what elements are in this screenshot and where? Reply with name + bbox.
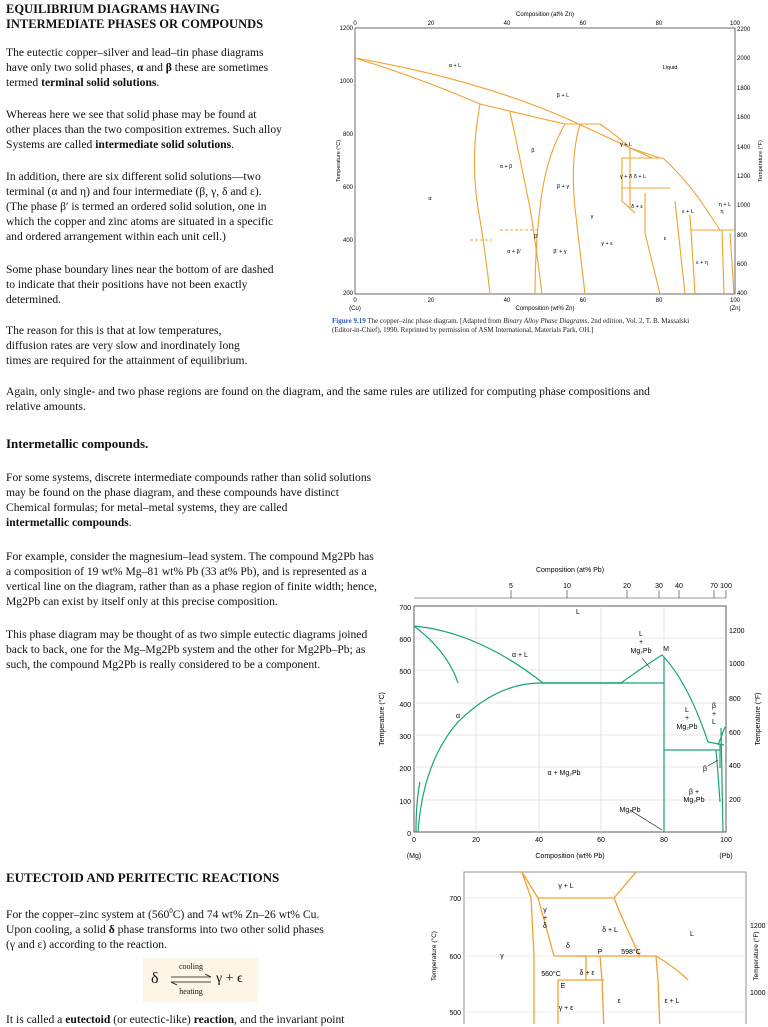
svg-text:1200: 1200	[729, 628, 745, 635]
svg-text:β′: β′	[533, 234, 539, 240]
svg-text:0: 0	[407, 831, 411, 838]
svg-text:500: 500	[399, 669, 411, 676]
top-ticks	[353, 21, 740, 27]
svg-text:70: 70	[710, 583, 718, 590]
svg-text:80: 80	[660, 837, 668, 844]
svg-text:40: 40	[675, 583, 683, 590]
svg-text:600: 600	[449, 954, 461, 961]
svg-text:γ: γ	[500, 953, 504, 960]
svg-text:1200: 1200	[750, 923, 766, 930]
svg-text:0: 0	[353, 298, 357, 304]
top-axis-title: Composition (at% Zn)	[515, 12, 575, 18]
svg-text:20: 20	[623, 583, 631, 590]
svg-text:20: 20	[472, 837, 480, 844]
svg-text:α + Mg₂Pb: α + Mg₂Pb	[547, 770, 581, 777]
svg-text:500: 500	[449, 1010, 461, 1017]
svg-text:1000: 1000	[737, 203, 751, 209]
left-axis-title: Temperature (°C)	[336, 139, 342, 183]
mgpb-leader-lines	[630, 658, 718, 830]
svg-text:60: 60	[579, 21, 587, 27]
svg-text:δ: δ	[543, 923, 547, 930]
svg-text:β +: β +	[688, 789, 700, 796]
cu-zn-phase-diagram	[330, 8, 766, 340]
svg-text:P: P	[597, 949, 603, 956]
svg-text:δ + L: δ + L	[602, 927, 618, 934]
svg-text:60: 60	[579, 298, 587, 304]
svg-text:800: 800	[737, 233, 748, 239]
svg-text:β′ + γ: β′ + γ	[553, 249, 567, 255]
svg-text:Mg₂Pb: Mg₂Pb	[683, 797, 705, 804]
svg-text:β + L: β + L	[556, 93, 570, 99]
svg-text:200: 200	[399, 766, 411, 773]
svg-text:δ + ε: δ + ε	[631, 204, 643, 210]
svg-text:δ + ε: δ + ε	[579, 970, 595, 977]
svg-text:+: +	[711, 711, 717, 718]
svg-text:0: 0	[353, 21, 357, 27]
svg-text:β: β	[711, 703, 717, 710]
paragraph-intermediate: Whereas here we see that solid phase may be found at other places than the two composition extremes. Such alloy Systems are called intermediate solid solutions.	[6, 108, 282, 151]
mgpb-right-ticks	[729, 628, 745, 804]
mgpb-bottom-ticks	[407, 837, 733, 860]
svg-text:α + β′: α + β′	[507, 249, 521, 255]
svg-text:(Pb): (Pb)	[719, 853, 733, 860]
svg-text:1200: 1200	[339, 26, 353, 32]
svg-text:Composition (wt% Zn): Composition (wt% Zn)	[515, 306, 575, 312]
svg-text:30: 30	[655, 583, 663, 590]
svg-text:L: L	[712, 719, 716, 726]
svg-text:β: β	[531, 148, 535, 154]
paragraph-reason: The reason for this is that at low temperatures, diffusion rates are very slow and inordinately long times are required for the attainment of equilibrium.	[6, 324, 248, 367]
svg-text:η + L: η + L	[718, 202, 732, 208]
svg-text:α: α	[428, 196, 432, 202]
svg-text:800: 800	[342, 132, 353, 138]
svg-text:100: 100	[720, 583, 732, 590]
svg-text:L: L	[639, 631, 643, 638]
svg-text:200: 200	[342, 291, 353, 297]
svg-text:1200: 1200	[737, 174, 751, 180]
paragraph-intermetallic: For some systems, discrete intermediate compounds rather than solid solutions may be found on the phase diagram, and these compounds have distinct Chemical formulas; for metal–metal systems, they are called intermetallic compounds.	[6, 471, 372, 529]
svg-text:β + γ: β + γ	[556, 184, 570, 190]
svg-text:ε + L: ε + L	[664, 998, 680, 1005]
svg-text:20: 20	[427, 298, 435, 304]
paragraph-again: Again, only single- and two phase regions are found on the diagram, and the same rules are utilized for computing phase compositions and relative amounts.	[6, 385, 650, 413]
svg-text:δ: δ	[566, 943, 570, 950]
svg-text:1600: 1600	[737, 115, 751, 121]
svg-text:1000: 1000	[339, 79, 353, 85]
svg-text:0: 0	[412, 837, 416, 844]
paragraph-eutectic-joined: This phase diagram may be thought of as two simple eutectic diagrams joined back to back, one for the Mg–Mg2Pb system and the other for Mg2Pb–Pb; as such, the compound Mg2Pb is really considered to be a component.	[6, 628, 368, 671]
svg-text:γ + ε: γ + ε	[558, 1005, 574, 1012]
svg-text:(Cu): (Cu)	[349, 306, 361, 312]
svg-text:600: 600	[737, 262, 748, 268]
svg-text:+: +	[638, 639, 644, 646]
zoom-left-title: Temperature (°C)	[431, 931, 438, 981]
section1-title: EQUILIBRIUM DIAGRAMS HAVING INTERMEDIATE PHASES OR COMPOUNDS	[6, 2, 264, 31]
svg-text:α + L: α + L	[512, 652, 528, 659]
svg-text:+: +	[684, 715, 690, 722]
svg-text:γ + L: γ + L	[619, 142, 633, 148]
svg-text:γ: γ	[590, 214, 594, 220]
svg-text:Mg₂Pb: Mg₂Pb	[676, 724, 698, 731]
svg-text:E: E	[560, 983, 566, 990]
svg-text:L: L	[576, 609, 580, 616]
svg-text:560°C: 560°C	[541, 971, 561, 978]
svg-text:800: 800	[729, 696, 741, 703]
svg-text:ε + η: ε + η	[696, 260, 708, 266]
mg-pb-phase-diagram	[368, 562, 766, 864]
svg-text:598°C: 598°C	[621, 949, 641, 956]
svg-text:ε: ε	[617, 998, 621, 1005]
svg-text:40: 40	[503, 21, 511, 27]
mgpb-top-ticks	[509, 583, 732, 590]
equilibrium-arrows-icon	[169, 974, 213, 986]
svg-text:L: L	[685, 707, 689, 714]
svg-text:Mg₂Pb: Mg₂Pb	[619, 807, 641, 814]
svg-text:80: 80	[655, 21, 663, 27]
svg-text:γ: γ	[543, 907, 547, 914]
svg-text:α + β: α + β	[499, 164, 513, 170]
svg-text:700: 700	[399, 605, 411, 612]
svg-text:2000: 2000	[737, 56, 751, 62]
mg-pb-phase-labels	[456, 609, 716, 814]
svg-text:100: 100	[729, 21, 741, 27]
paragraph-mg2pb: For example, consider the magnesium–lead system. The compound Mg2Pb has a composition of 19 wt% Mg–81 wt% Pb (33 at% Pb), and is represented as a vertical line on the diagram, rather than as a phase region of finite width; hence, Mg2Pb can exist by itself only at this precise composition.	[6, 550, 377, 608]
svg-text:600: 600	[399, 637, 411, 644]
svg-text:600: 600	[342, 185, 353, 191]
svg-text:1800: 1800	[737, 86, 751, 92]
svg-text:(Zn): (Zn)	[729, 306, 741, 312]
svg-text:η: η	[720, 209, 724, 215]
svg-text:400: 400	[342, 238, 353, 244]
intermetallic-heading: Intermetallic compounds.	[6, 436, 149, 451]
bottom-ticks	[349, 298, 741, 312]
paragraph-eutectoid-reaction: It is called a eutectoid (or eutectic-like) reaction, and the invariant point	[6, 1013, 345, 1026]
mgpb-left-title: Temperature (°C)	[379, 692, 386, 746]
svg-text:400: 400	[729, 763, 741, 770]
svg-text:α + L: α + L	[448, 63, 462, 69]
svg-text:5: 5	[509, 583, 513, 590]
svg-text:40: 40	[503, 298, 511, 304]
paragraph-six-solutions: In addition, there are six different solid solutions—two terminal (α and η) and four intermediate (β, γ, δ and ε). (The phase β′ is termed an ordered solid solution, one in which the copper and zinc atoms are situated in a specific and ordered arrangement within each unit cell.)	[6, 170, 274, 243]
svg-text:+: +	[542, 915, 548, 922]
svg-text:γ + δ: γ + δ	[619, 174, 633, 180]
svg-text:γ + ε: γ + ε	[601, 241, 613, 247]
eutectoid-heading: EUTECTOID AND PERITECTIC REACTIONS	[6, 870, 280, 885]
mgpb-right-title: Temperature (°F)	[755, 692, 762, 746]
svg-text:2200: 2200	[737, 27, 751, 33]
svg-text:600: 600	[729, 730, 741, 737]
mgpb-top-title: Composition (at% Pb)	[535, 567, 605, 574]
svg-text:100: 100	[720, 837, 732, 844]
svg-text:(Mg): (Mg)	[406, 853, 422, 860]
mgpb-top-tickmarks	[414, 590, 726, 598]
svg-text:20: 20	[427, 21, 435, 27]
svg-text:400: 400	[399, 702, 411, 709]
svg-text:Liquid: Liquid	[662, 65, 678, 71]
svg-text:1400: 1400	[737, 145, 751, 151]
svg-text:1000: 1000	[729, 661, 745, 668]
zoom-right-title: Temperature (°F)	[753, 931, 760, 981]
svg-text:α: α	[455, 713, 461, 720]
svg-text:80: 80	[655, 298, 663, 304]
paragraph-dashed: Some phase boundary lines near the bottom of are dashed to indicate that their positions have not been exactly determined.	[6, 263, 274, 306]
zoom-left-ticks	[449, 896, 461, 1017]
eutectoid-equation: δ cooling heating γ + ϵ	[143, 958, 258, 1002]
cu-zn-zoom-diagram	[426, 868, 766, 1024]
svg-text:1000: 1000	[750, 990, 766, 997]
zoom-phase-labels	[500, 883, 694, 1012]
svg-text:200: 200	[729, 797, 741, 804]
svg-text:Mg₂Pb: Mg₂Pb	[630, 648, 652, 655]
svg-text:10: 10	[563, 583, 571, 590]
svg-text:100: 100	[399, 799, 411, 806]
svg-text:40: 40	[535, 837, 543, 844]
svg-text:Composition (wt% Pb): Composition (wt% Pb)	[535, 853, 605, 860]
paragraph-cu-zn-cooling: For the copper–zinc system at $(560^0C)$ and 74 wt% Zn–26 wt% Cu. Upon cooling, a solid δ phase transforms into two other solid phases (γ and ε) according to the reaction.	[6, 907, 324, 951]
zoom-phase-boundaries	[522, 872, 688, 1024]
cu-zn-phase-labels	[428, 63, 731, 266]
svg-text:700: 700	[449, 896, 461, 903]
svg-text:δ + L: δ + L	[633, 174, 647, 180]
svg-text:β: β	[702, 766, 708, 773]
mgpb-left-ticks	[399, 605, 411, 838]
svg-text:L: L	[690, 931, 694, 938]
svg-text:300: 300	[399, 734, 411, 741]
svg-text:M: M	[663, 646, 669, 653]
cu-zn-caption: Figure 9.19 The copper–zinc phase diagram. [Adapted from Binary Alloy Phase Diagrams, 2nd edition, Vol. 2, T. B. Massalski (Editor-in-Chief), 1990. Reprinted by permission of ASM International, Materials Park, OH.]	[332, 317, 690, 334]
svg-text:ε + L: ε + L	[682, 209, 694, 215]
right-axis-title: Temperature (°F)	[758, 140, 764, 182]
svg-text:ε: ε	[663, 236, 667, 242]
svg-text:400: 400	[737, 291, 748, 297]
svg-text:γ + L: γ + L	[558, 883, 574, 890]
svg-text:100: 100	[729, 298, 741, 304]
paragraph-terminal: The eutectic copper–silver and lead–tin phase diagrams have only two solid phases, α and β these are sometimes termed terminal solid solutions.	[6, 46, 269, 89]
cu-zn-phase-boundaries	[355, 58, 735, 294]
right-ticks	[737, 27, 751, 297]
svg-text:60: 60	[597, 837, 605, 844]
